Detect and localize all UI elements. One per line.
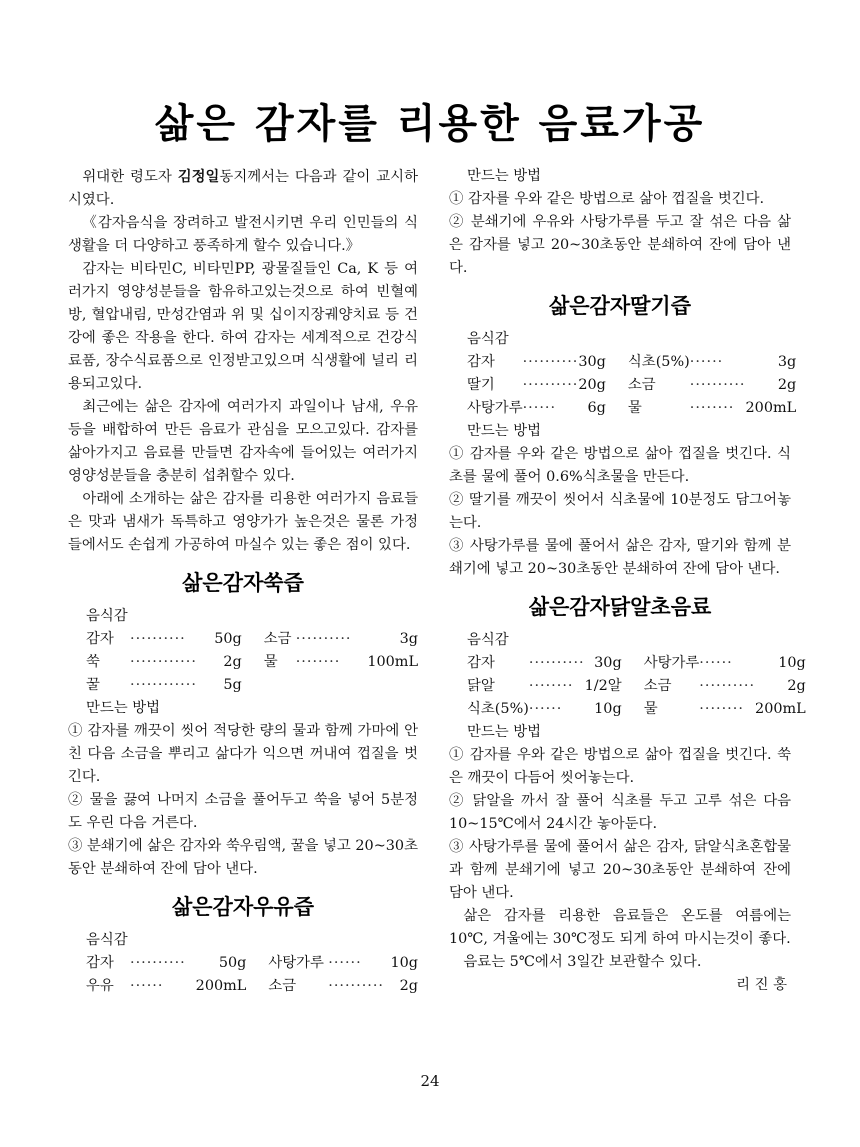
leader-dots: ·········· xyxy=(528,655,585,671)
ingredient-amount: 3g xyxy=(777,354,797,370)
ingredient-amount: 50g xyxy=(218,955,247,971)
leader-dots xyxy=(296,674,360,697)
ingredient-name: 사탕가루 xyxy=(268,955,324,971)
recipe-title-egg: 삶은감자닭알초음료 xyxy=(528,595,712,619)
ingredient-amount: 20g xyxy=(578,377,606,393)
ingredient-amount: 1/2알 xyxy=(584,678,622,694)
leader-dots: ·········· xyxy=(130,631,186,647)
ingredient-amount: 200mL xyxy=(195,978,247,994)
method-step: ② 닭알을 까서 잘 풀어 식초를 두고 고루 섞은 다음 10~15℃에서 24시간 놓아둔다. xyxy=(449,793,791,832)
ingredient-row xyxy=(68,628,418,651)
method-step: ③ 사탕가루를 물에 풀어서 삶은 감자, 딸기와 함께 분쇄기에 넣고 20~30초동안 분쇄하여 잔에 담아 낸다. xyxy=(449,538,791,577)
ingredient-amount: 6g xyxy=(587,400,606,416)
ingredient-name: 식초(5%) xyxy=(627,354,690,370)
leader-dots: ·········· xyxy=(328,978,384,994)
ingredient-amount: 30g xyxy=(578,354,606,370)
leader-dots: ······ xyxy=(328,955,362,971)
ingredients-label: 음식감 xyxy=(467,331,509,347)
ingredients-table-milk xyxy=(68,952,418,998)
ingredient-amount: 200mL xyxy=(755,701,806,717)
method-step: ③ 분쇄기에 삶은 감자와 쑥우림액, 꿀을 넣고 20~30초동안 분쇄하여 잔에 담아 낸다. xyxy=(68,838,418,877)
intro-paragraph-4: 아래에 소개하는 삶은 감자를 리용한 여러가지 음료들은 맛과 냄새가 독특하고 영양가가 높은것은 물론 가정들에서도 손쉽게 가공하여 마실수 있는 좋은 점이 있다. xyxy=(68,491,418,553)
method-step: ① 감자를 우와 같은 방법으로 삶아 껍질을 벗긴다. 식초를 물에 풀어 0.6%식초물을 만든다. xyxy=(449,446,791,485)
leader-dots: ······ xyxy=(130,978,164,994)
ingredients-label: 음식감 xyxy=(467,632,509,648)
leader-dots: ·········· xyxy=(689,377,746,393)
ingredient-name: 식초(5%) xyxy=(467,701,529,717)
author-name: 리 진 홍 xyxy=(736,977,787,993)
method-step: ② 물을 끓여 나머지 소금을 풀어두고 쑥을 넣어 5분정도 우린 다음 거른다. xyxy=(68,792,418,831)
leader-dots: ········ xyxy=(689,400,735,416)
ingredient-name: 딸기 xyxy=(467,377,495,393)
leader-dots: ······ xyxy=(522,400,557,416)
ingredient-amount: 200mL xyxy=(745,400,797,416)
ingredients-label: 음식감 xyxy=(86,932,128,948)
ingredient-name: 우유 xyxy=(86,978,114,994)
leader-dots: ·········· xyxy=(522,377,579,393)
closing-paragraph-2: 음료는 5℃에서 3일간 보관할수 있다. xyxy=(463,954,702,970)
ingredient-amount: 2g xyxy=(777,377,797,393)
page-number: 24 xyxy=(420,1072,440,1090)
leader-dots: ······ xyxy=(689,354,724,370)
ingredient-row xyxy=(68,674,418,697)
leader-dots: ·········· xyxy=(699,678,756,694)
ingredients-table-strawberry xyxy=(449,351,796,420)
ingredient-name: 감자 xyxy=(86,955,114,971)
leader-name: 김정일 xyxy=(177,168,220,185)
recipe-title-strawberry: 삶은감자딸기즙 xyxy=(548,294,691,318)
ingredient-name: 소금 xyxy=(263,631,292,647)
ingredient-name xyxy=(264,674,296,697)
leader-dots: ······ xyxy=(528,701,563,717)
leader-dots: ······ xyxy=(699,655,733,671)
leader-dots: ········ xyxy=(528,678,574,694)
method-step: ② 딸기를 깨끗이 씻어서 식초물에 10분정도 담그어놓는다. xyxy=(449,492,791,531)
recipe-title-milk: 삶은감자우유즙 xyxy=(171,895,314,919)
recipe-title-ssuk: 삶은감자쑥즙 xyxy=(182,571,304,595)
ingredient-name: 사탕가루 xyxy=(643,655,700,671)
ingredient-name: 쑥 xyxy=(86,654,100,670)
ingredient-name: 물 xyxy=(627,400,642,416)
ingredient-amount: 50g xyxy=(214,631,242,647)
ingredient-amount: 10g xyxy=(778,655,806,671)
right-column xyxy=(449,165,806,997)
ingredient-row xyxy=(449,652,806,675)
ingredient-row xyxy=(68,975,418,998)
leader-dots: ············ xyxy=(130,654,197,670)
ingredients-table-ssuk xyxy=(68,628,418,697)
intro-text: 위대한 령도자 xyxy=(82,169,178,185)
leader-dots: ·········· xyxy=(522,354,579,370)
article-title: 삶은 감자를 리용한 음료가공 xyxy=(154,101,706,147)
ingredients-label: 음식감 xyxy=(86,608,128,624)
ingredient-name: 감자 xyxy=(467,655,495,671)
method-label: 만드는 방법 xyxy=(467,724,542,740)
method-label: 만드는 방법 xyxy=(467,168,542,184)
ingredient-row xyxy=(68,952,418,975)
ingredient-row xyxy=(449,374,796,397)
ingredient-row xyxy=(449,397,796,420)
closing-paragraph-1: 삶은 감자를 리용한 음료들은 온도를 여름에는 10℃, 겨울에는 30℃정도 되게 하여 마시는것이 좋다. xyxy=(449,908,791,947)
ingredient-amount: 2g xyxy=(399,978,418,994)
method-step: ③ 사탕가루를 물에 풀어서 삶은 감자, 닭알식초혼합물과 함께 분쇄기에 넣고 20~30초동안 분쇄하여 잔에 담아 낸다. xyxy=(449,839,791,901)
leader-dots: ········ xyxy=(295,654,341,670)
intro-text-end: 동지께서는 다음과 같이 교시하시였다. xyxy=(68,169,418,208)
ingredient-row xyxy=(68,651,418,674)
leader-dots: ·········· xyxy=(295,631,352,647)
ingredient-name: 사탕가루 xyxy=(467,400,523,416)
ingredient-name: 감자 xyxy=(467,354,495,370)
ingredient-row xyxy=(449,351,796,374)
ingredient-name: 닭알 xyxy=(467,678,495,694)
method-label: 만드는 방법 xyxy=(86,700,161,716)
intro-paragraph-1 xyxy=(68,165,418,212)
ingredient-amount: 2g xyxy=(223,654,242,670)
method-step: ② 분쇄기에 우유와 사탕가루를 두고 잘 섞은 다음 삶은 감자를 넣고 20~30초동안 분쇄하여 잔에 담아 낸다. xyxy=(449,214,791,276)
ingredient-amount xyxy=(360,674,418,697)
leader-dots: ·········· xyxy=(130,955,186,971)
ingredient-name: 물 xyxy=(643,701,658,717)
method-label: 만드는 방법 xyxy=(467,423,542,439)
ingredient-name: 꿀 xyxy=(86,677,100,693)
ingredient-row xyxy=(449,698,806,721)
ingredient-amount: 5g xyxy=(223,677,242,693)
ingredient-amount: 10g xyxy=(594,701,622,717)
ingredient-amount: 2g xyxy=(787,678,806,694)
method-step: ① 감자를 깨끗이 씻어 적당한 량의 물과 함께 가마에 안친 다음 소금을 뿌리고 삶다가 익으면 꺼내여 껍질을 벗긴다. xyxy=(68,723,418,785)
ingredient-amount: 10g xyxy=(390,955,418,971)
quote-paragraph: 《감자음식을 장려하고 발전시키면 우리 인민들의 식생활을 더 다양하고 풍족하게 할수 있습니다.》 xyxy=(68,215,418,254)
ingredient-amount: 3g xyxy=(399,631,418,647)
left-column xyxy=(68,165,418,998)
ingredient-row xyxy=(449,675,806,698)
ingredients-table-egg xyxy=(449,652,806,721)
ingredient-name: 소금 xyxy=(643,678,672,694)
leader-dots: ············ xyxy=(130,677,197,693)
method-step: ① 감자를 우와 같은 방법으로 삶아 껍질을 벗긴다. 쑥은 깨끗이 다듬어 씻어놓는다. xyxy=(449,747,791,786)
ingredient-amount: 100mL xyxy=(367,654,418,670)
intro-paragraph-2: 감자는 비타민C, 비타민PP, 광물질들인 Ca, K 등 여러가지 영양성분들을 함유하고있는것으로 하여 빈혈예방, 혈압내림, 만성간염과 위 및 십이지장궤양치료 등 건강에 좋은 작용을 한다. 하여 감자는 세계적으로 건강식료품, 장수식료품으로 인정받고있으며 식생활에 널리 리용되고있다. xyxy=(68,261,418,392)
ingredient-name: 감자 xyxy=(86,631,114,647)
method-step: ① 감자를 우와 같은 방법으로 삶아 껍질을 벗긴다. xyxy=(449,191,765,207)
ingredient-amount: 30g xyxy=(594,655,622,671)
ingredient-name: 물 xyxy=(263,654,278,670)
ingredient-name: 소금 xyxy=(627,377,656,393)
ingredient-name: 소금 xyxy=(268,978,297,994)
intro-paragraph-3: 최근에는 삶은 감자에 여러가지 과일이나 남새, 우유 등을 배합하여 만든 음료가 관심을 모으고있다. 감자를 삶아가지고 음료를 만들면 감자속에 들어있는 여러가지 영양성분들을 충분히 섭취할수 있다. xyxy=(68,399,418,484)
leader-dots: ········ xyxy=(699,701,744,717)
